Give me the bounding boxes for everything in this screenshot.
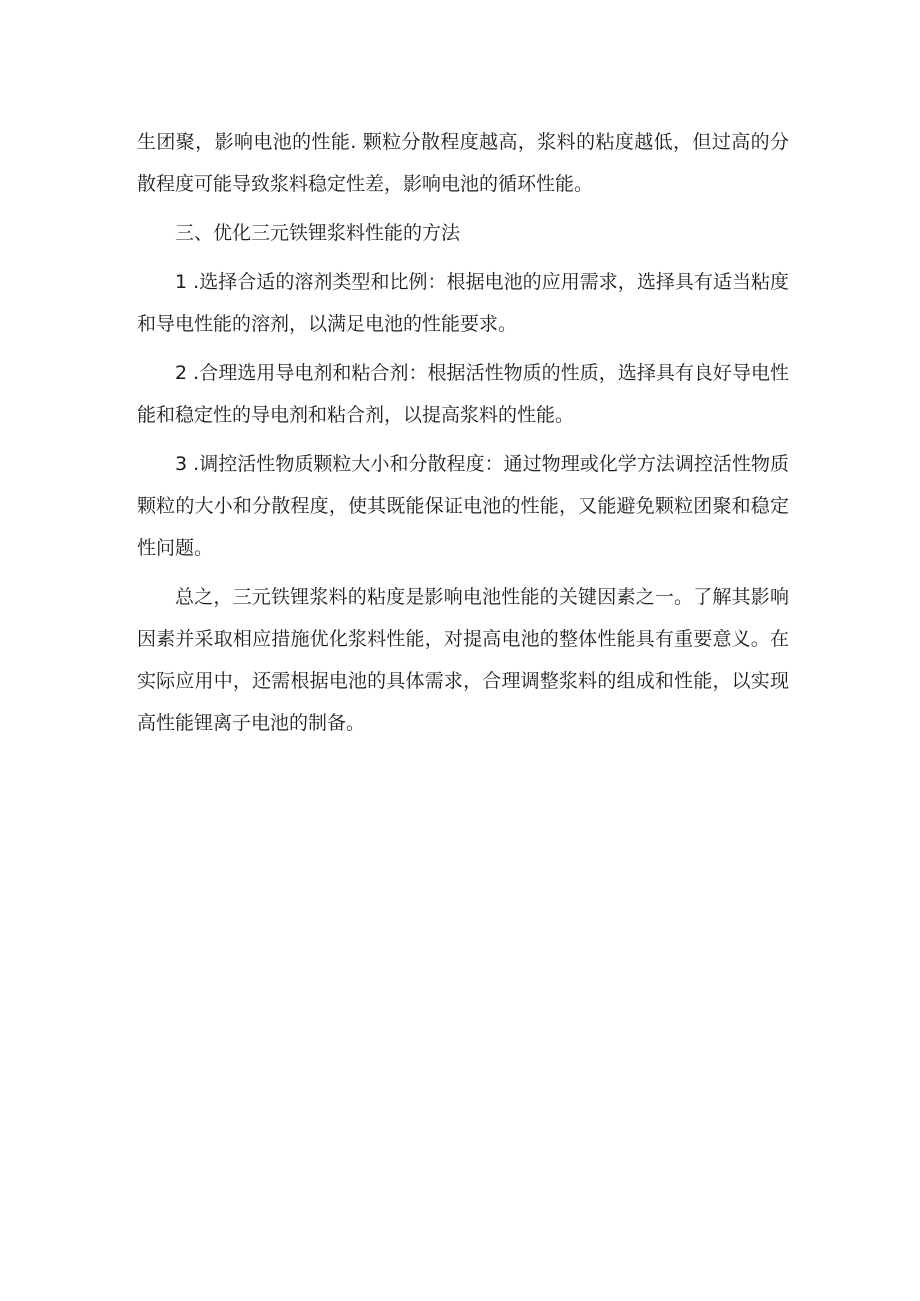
paragraph-conclusion: 总之，三元铁锂浆料的粘度是影响电池性能的关键因素之一。了解其影响因素并采取相应措施优化浆料性能，对提高电池的整体性能具有重要意义。在实际应用中，还需根据电池的具体需求，合理调整浆料的组成和性能，以实现高性能锂离子电池的制备。	[137, 586, 789, 734]
section-heading: 三、优化三元铁锂浆料性能的方法	[175, 222, 461, 244]
document-body	[137, 121, 789, 751]
list-item-2: 2 .合理选用导电剂和粘合剂：根据活性物质的性质，选择具有良好导电性能和稳定性的导电剂和粘合剂，以提高浆料的性能。	[137, 362, 789, 426]
list-item-3: 3 .调控活性物质颗粒大小和分散程度：通过物理或化学方法调控活性物质颗粒的大小和分散程度，使其既能保证电池的性能，又能避免颗粒团聚和稳定性问题。	[137, 453, 789, 559]
paragraph-continuation: 生团聚，影响电池的性能. 颗粒分散程度越高，浆料的粘度越低，但过高的分散程度可能导致浆料稳定性差，影响电池的循环性能。	[137, 131, 789, 195]
list-item-1: 1 .选择合适的溶剂类型和比例：根据电池的应用需求，选择具有适当粘度和导电性能的溶剂，以满足电池的性能要求。	[137, 271, 789, 335]
